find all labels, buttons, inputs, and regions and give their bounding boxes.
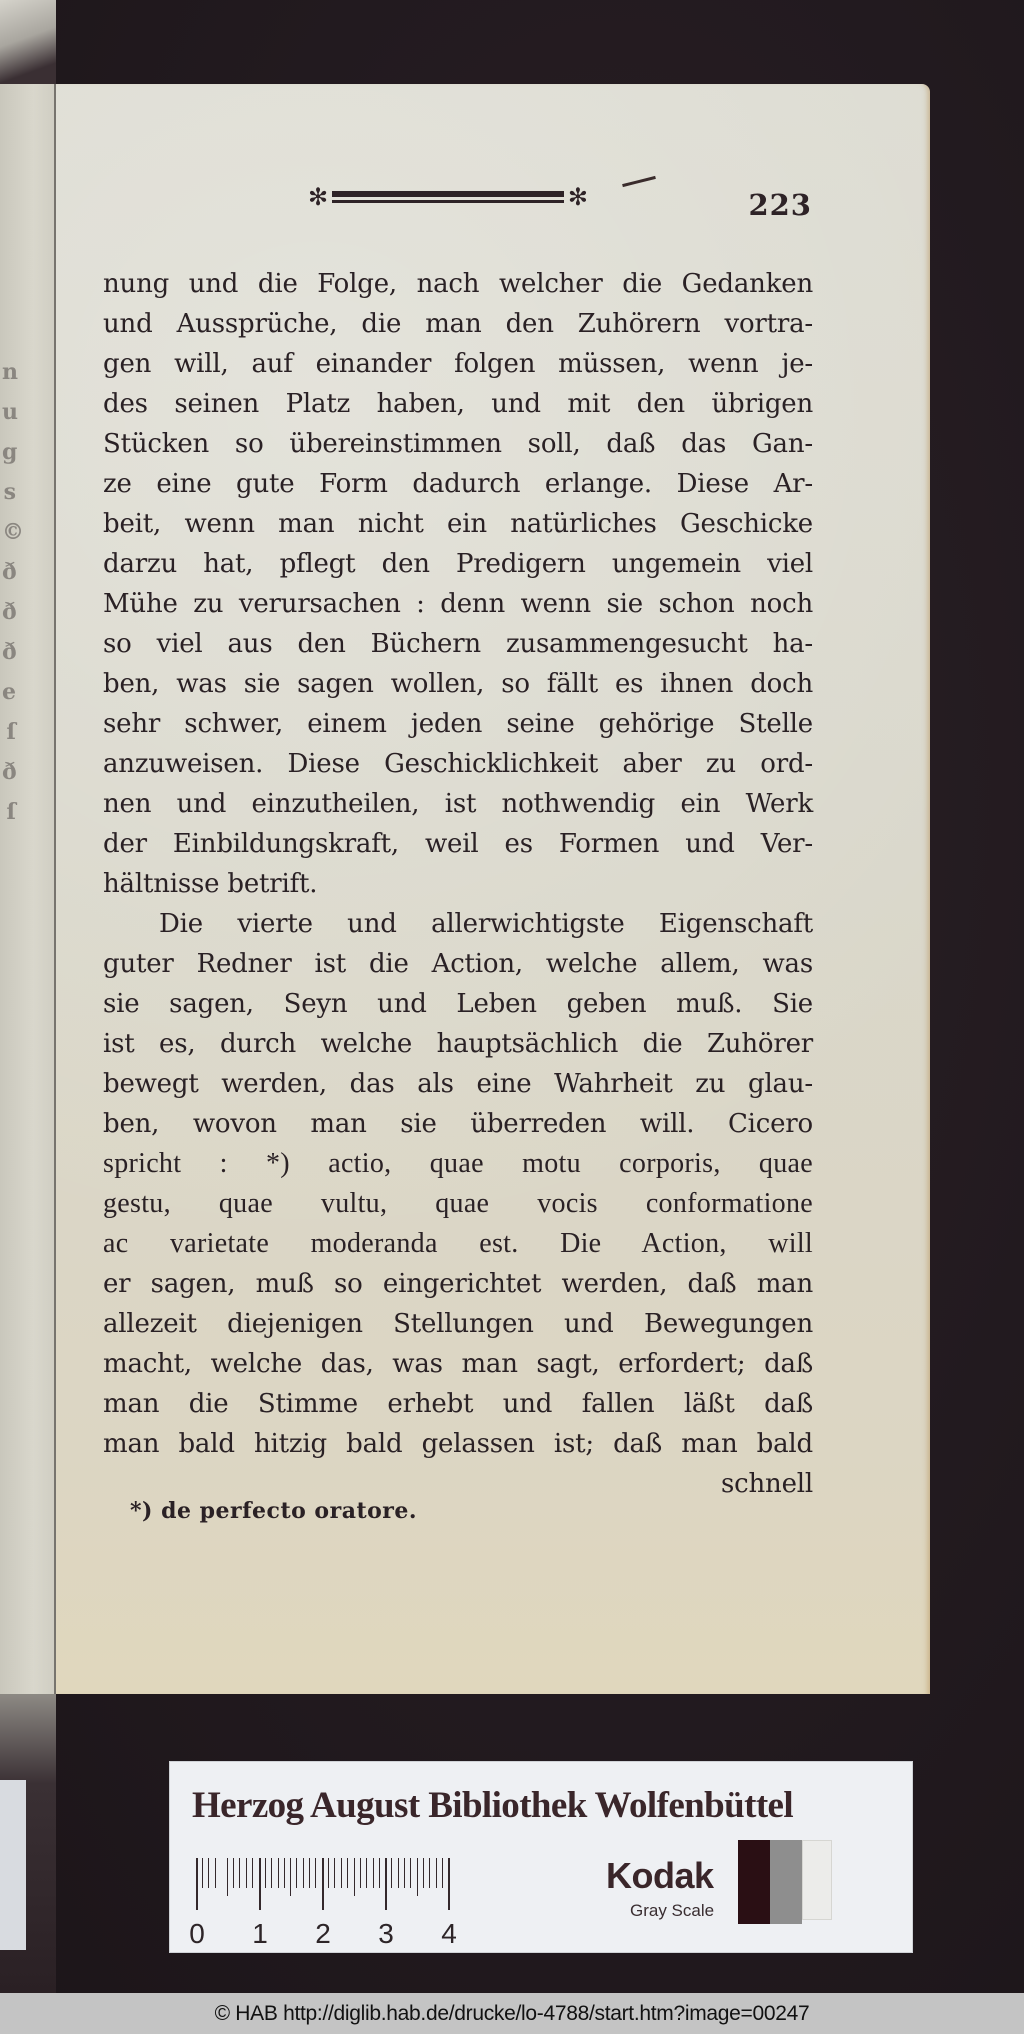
text-line-latin: gestu, quae vultu, quae vocis conformatione (103, 1188, 813, 1219)
text-line: darzu hat, pflegt den Predigern ungemein viel (103, 549, 813, 579)
ruler-tick (309, 1858, 310, 1888)
text-line: ben, was sie sagen wollen, so fällt es ihnen doch (103, 669, 813, 699)
text-line: allezeit diejenigen Stellungen und Bewegungen (103, 1309, 813, 1339)
gray-scale-swatches (738, 1840, 832, 1924)
body-text (103, 264, 813, 1504)
text-line: beit, wenn man nicht ein natürliches Geschicke (103, 509, 813, 539)
ruler-scale (189, 1858, 458, 1949)
double-rule (332, 191, 564, 203)
text-line: bewegt werden, das als eine Wahrheit zu glau- (103, 1069, 813, 1099)
ruler-tick (246, 1858, 247, 1888)
ruler-tick (436, 1858, 437, 1888)
previous-page-edge (0, 84, 57, 1694)
text-line: man bald hitzig bald gelassen ist; daß man bald (103, 1429, 813, 1459)
gray-scale-label: Gray Scale (630, 1901, 715, 1920)
ruler-tick (259, 1858, 261, 1910)
text-line: des seinen Platz haben, und mit den übrigen (103, 389, 813, 419)
text-line: nung und die Folge, nach welcher die Gedanken (103, 269, 813, 299)
color-calibration-card (170, 1762, 912, 1952)
previous-page-corner (0, 0, 56, 84)
ruler-tick (379, 1858, 380, 1888)
ruler-tick (373, 1858, 374, 1888)
ruler-tick (385, 1858, 387, 1910)
text-line: Mühe zu verursachen : denn wenn sie schon noch (103, 589, 813, 619)
swatch-white (802, 1840, 832, 1920)
ruler-tick (360, 1858, 361, 1888)
text-line: der Einbildungskraft, weil es Formen und Ver- (103, 829, 813, 859)
previous-page-color-card-edge (0, 1780, 26, 1950)
ruler-tick (290, 1858, 291, 1896)
ruler-tick (366, 1858, 367, 1888)
text-line: so viel aus den Büchern zusammengesucht ha- (103, 629, 813, 659)
ruler-tick (252, 1858, 253, 1888)
swatch-gray (770, 1840, 802, 1924)
ruler-tick (404, 1858, 405, 1888)
text-line: ben, wovon man sie überreden will. Cicero (103, 1109, 813, 1139)
ruler-tick (354, 1858, 355, 1896)
ruler-tick (448, 1858, 450, 1910)
header-ornament (308, 184, 588, 210)
text-line: nen und einzutheilen, ist nothwendig ein Werk (103, 789, 813, 819)
ruler-tick (391, 1858, 392, 1888)
ruler-tick (296, 1858, 297, 1888)
ruler-label: 4 (441, 1918, 457, 1949)
ruler-tick (398, 1858, 399, 1888)
page-number: 223 (748, 188, 812, 222)
ruler-tick (271, 1858, 272, 1888)
ruler-tick (284, 1858, 285, 1888)
text-line: und Aussprüche, die man den Zuhörern vortra- (103, 309, 813, 339)
ruler-tick (239, 1858, 240, 1888)
page-header (56, 84, 930, 224)
copyright-footer (0, 1993, 1024, 2034)
text-line: sie sagen, Seyn und Leben geben muß. Sie (103, 989, 813, 1019)
ruler-tick (328, 1858, 329, 1888)
ruler-tick (417, 1858, 418, 1896)
text-line: Stücken so übereinstimmen soll, daß das Gan- (103, 429, 813, 459)
text-line: ze eine gute Form dadurch erlange. Diese Ar- (103, 469, 813, 499)
ruler-label: 1 (252, 1918, 268, 1949)
ruler-tick (315, 1858, 316, 1888)
ruler-tick (208, 1858, 209, 1888)
footnote: *) de perfecto oratore. (130, 1498, 418, 1524)
ruler-label: 3 (378, 1918, 394, 1949)
ruler-tick (442, 1858, 443, 1888)
ruler-label: 2 (315, 1918, 331, 1949)
text-line: sehr schwer, einem jeden seine gehörige Stelle (103, 709, 813, 739)
ruler-tick (429, 1858, 430, 1888)
copyright-link[interactable]: © HAB http://diglib.hab.de/drucke/lo-4788/start.htm?image=00247 (214, 2001, 810, 2025)
ruler-tick (202, 1858, 203, 1888)
ruler-tick (322, 1858, 324, 1910)
fleuron-icon: ✻ (308, 183, 329, 211)
text-line: gen will, auf einander folgen müssen, wenn je- (103, 349, 813, 379)
text-line: guter Redner ist die Action, welche allem, was (103, 949, 813, 979)
ruler-tick (423, 1858, 424, 1888)
fleuron-icon: ✻ (567, 183, 588, 211)
book-page (56, 84, 930, 1694)
ruler-tick (334, 1858, 335, 1888)
text-line: ist es, durch welche hauptsächlich die Zuhörer (103, 1029, 813, 1059)
text-line-latin: spricht : *) actio, quae motu corporis, quae (103, 1148, 813, 1179)
ruler-tick (303, 1858, 304, 1888)
swatch-black (738, 1840, 770, 1924)
ruler-tick (227, 1858, 228, 1896)
ruler-tick (215, 1858, 216, 1888)
previous-page-glyphs: n u g s © ð ð ð e ſ ð ſ (2, 359, 24, 825)
kodak-logo: Kodak (606, 1855, 714, 1896)
text-line: man die Stimme erhebt und fallen läßt daß (103, 1389, 813, 1419)
ruler-tick (233, 1858, 234, 1888)
text-line: er sagen, muß so eingerichtet werden, daß man (103, 1269, 813, 1299)
ink-mark (622, 176, 656, 187)
text-line: anzuweisen. Diese Geschicklichkeit aber zu ord- (103, 749, 813, 779)
text-line: macht, welche das, was man sagt, erfordert; daß (103, 1349, 813, 1379)
text-line-paragraph-end: hältnisse betrift. (103, 869, 318, 899)
ruler-tick (196, 1858, 198, 1910)
ruler-tick (265, 1858, 266, 1888)
text-line-latin: ac varietate moderanda est. Die Action, will (103, 1228, 813, 1259)
library-name: Herzog August Bibliothek Wolfenbüttel (192, 1785, 794, 1826)
ruler-tick (347, 1858, 348, 1888)
ruler-tick (341, 1858, 342, 1888)
text-line-paragraph-start: Die vierte und allerwichtigste Eigenschaft (159, 909, 813, 939)
ruler-tick (278, 1858, 279, 1888)
ruler-tick (410, 1858, 411, 1888)
ruler-label: 0 (189, 1918, 205, 1949)
catchword: schnell (720, 1469, 813, 1499)
